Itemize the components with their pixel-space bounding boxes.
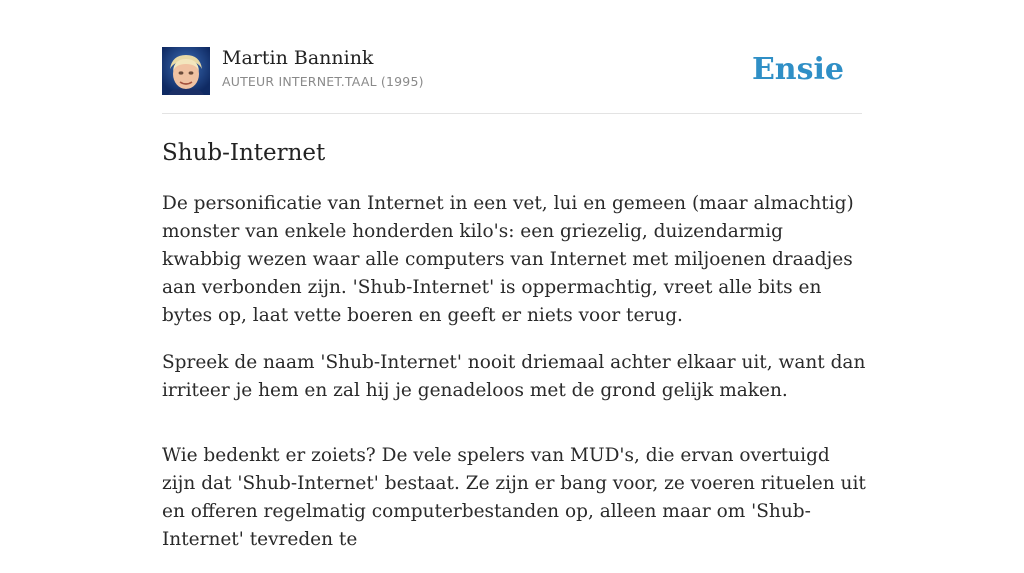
author-header [162, 46, 862, 96]
entry-body [162, 190, 868, 573]
header-divider [162, 113, 862, 114]
entry-title: Shub-Internet [162, 140, 326, 166]
author-avatar[interactable] [162, 47, 210, 95]
entry-paragraph: Spreek de naam 'Shub-Internet' nooit driemaal achter elkaar uit, want dan irriteer je hem en zal hij je genadeloos met de grond gelijk maken. [162, 352, 866, 401]
entry-paragraph: De personificatie van Internet in een vet, lui en gemeen (maar almachtig) monster van enkele honderden kilo's: een griezelig, duizendarmig kwabbig wezen waar alle computers van Internet met miljoenen draadjes aan verbonden zijn. 'Shub-Internet' is oppermachtig, vreet alle bits en bytes op, laat vette boeren en geeft er niets voor terug. [162, 193, 854, 326]
avatar-image [162, 47, 210, 95]
author-name[interactable]: Martin Bannink [222, 47, 374, 69]
author-subtitle: AUTEUR INTERNET.TAAL (1995) [222, 74, 424, 89]
entry-paragraph: Wie bedenkt er zoiets? De vele spelers van MUD's, die ervan overtuigd zijn dat 'Shub-Internet' bestaat. Ze zijn er bang voor, ze voeren rituelen uit en offeren regelmatig computerbestanden op, alleen maar om 'Shub-Internet' tevreden te [162, 445, 866, 550]
ensie-logo[interactable]: Ensie [751, 52, 844, 87]
